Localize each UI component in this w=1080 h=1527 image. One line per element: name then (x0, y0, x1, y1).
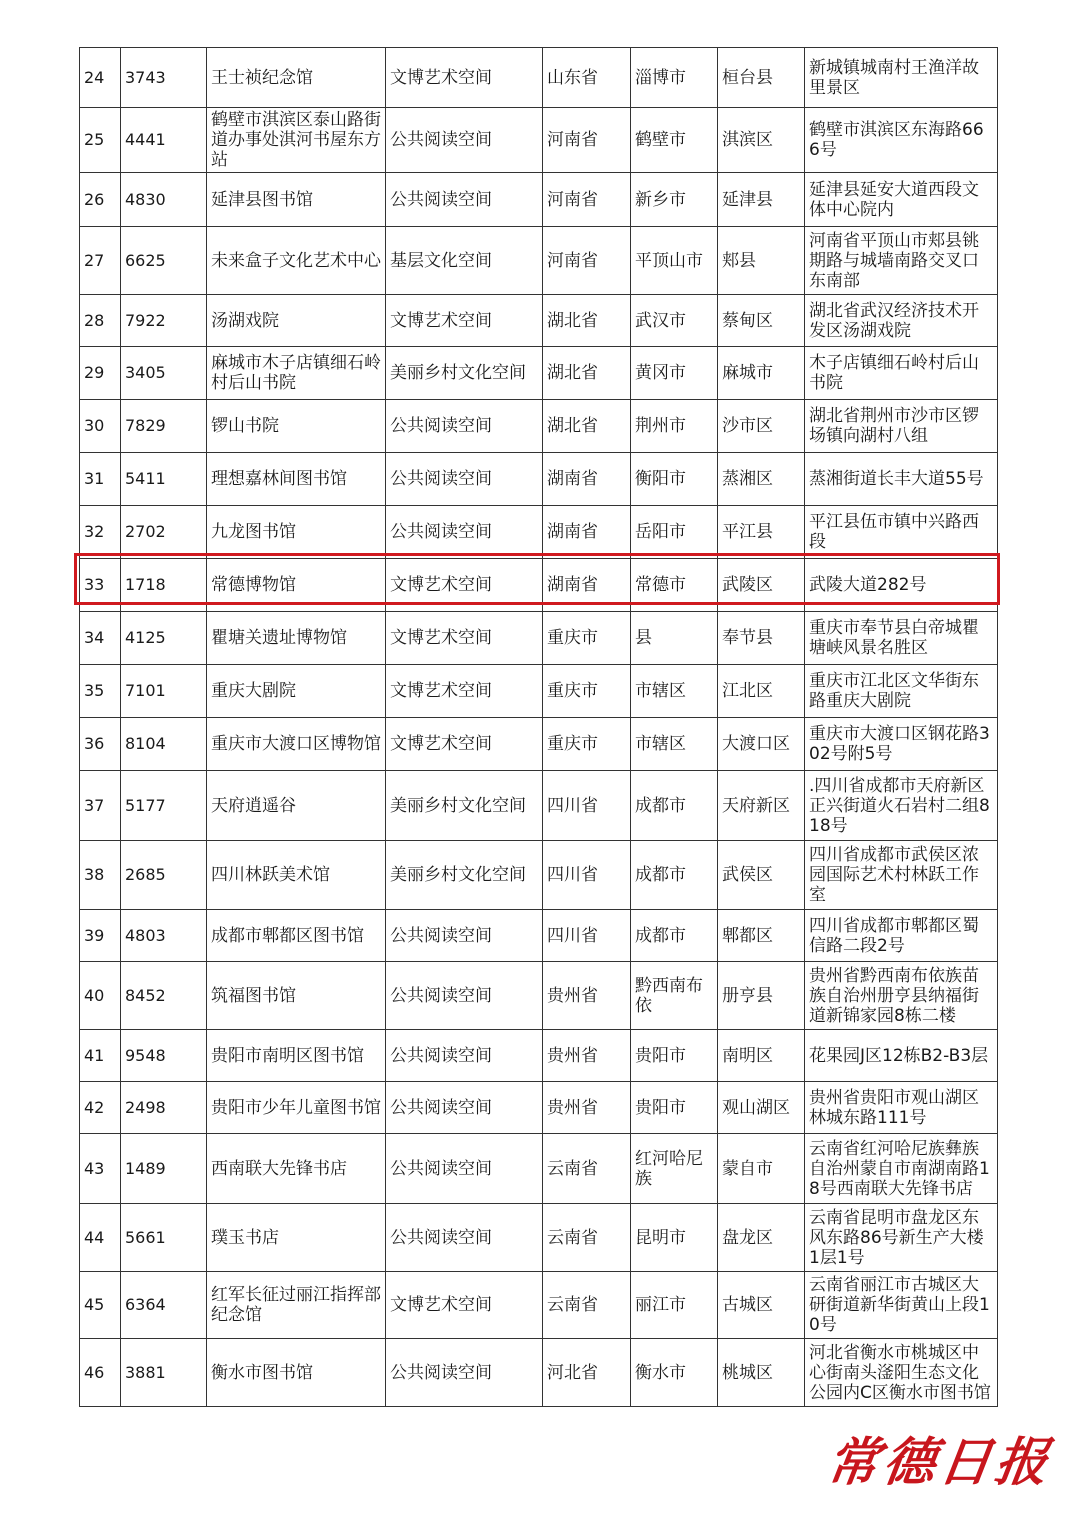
cell-no: 32 (80, 506, 121, 559)
cell-name: 麻城市木子店镇细石岭村后山书院 (207, 347, 386, 400)
cell-name: 成都市郫都区图书馆 (207, 910, 386, 962)
cell-province: 四川省 (543, 841, 631, 910)
cell-province: 贵州省 (543, 962, 631, 1030)
table-row (80, 771, 998, 841)
cell-county: 延津县 (718, 173, 805, 227)
cell-address: 云南省丽江市古城区大研街道新华街黄山上段10号 (805, 1272, 998, 1339)
cell-city: 鹤壁市 (631, 108, 718, 173)
cell-code: 4830 (121, 173, 207, 227)
cell-province: 河南省 (543, 173, 631, 227)
cell-no: 31 (80, 453, 121, 506)
cell-address: 湖北省武汉经济技术开发区汤湖戏院 (805, 295, 998, 347)
cell-no: 34 (80, 612, 121, 665)
cell-type: 基层文化空间 (386, 227, 543, 295)
cell-city: 市辖区 (631, 665, 718, 718)
cell-no: 41 (80, 1030, 121, 1082)
cell-city: 衡水市 (631, 1339, 718, 1407)
cell-address: 新城镇城南村王渔洋故里景区 (805, 48, 998, 108)
cell-no: 29 (80, 347, 121, 400)
cell-city: 常德市 (631, 559, 718, 612)
cell-type: 文博艺术空间 (386, 665, 543, 718)
cell-name: 九龙图书馆 (207, 506, 386, 559)
cell-code: 1489 (121, 1134, 207, 1204)
cell-province: 湖南省 (543, 559, 631, 612)
cell-type: 公共阅读空间 (386, 400, 543, 453)
cell-address: 花果园J区12栋B2-B3层 (805, 1030, 998, 1082)
cell-address: 平江县伍市镇中兴路西段 (805, 506, 998, 559)
cell-city: 红河哈尼族 (631, 1134, 718, 1204)
cell-type: 美丽乡村文化空间 (386, 347, 543, 400)
cell-no: 37 (80, 771, 121, 841)
cell-county: 蒸湘区 (718, 453, 805, 506)
cell-no: 45 (80, 1272, 121, 1339)
cell-code: 9548 (121, 1030, 207, 1082)
cell-no: 35 (80, 665, 121, 718)
cell-province: 贵州省 (543, 1082, 631, 1134)
cell-county: 观山湖区 (718, 1082, 805, 1134)
cell-address: .四川省成都市天府新区正兴街道火石岩村二组818号 (805, 771, 998, 841)
cell-type: 公共阅读空间 (386, 1204, 543, 1272)
cell-address: 贵州省贵阳市观山湖区林城东路111号 (805, 1082, 998, 1134)
cell-code: 4441 (121, 108, 207, 173)
cell-type: 文博艺术空间 (386, 1272, 543, 1339)
cell-code: 5411 (121, 453, 207, 506)
table-row (80, 841, 998, 910)
cell-province: 湖北省 (543, 347, 631, 400)
cell-no: 39 (80, 910, 121, 962)
cell-no: 38 (80, 841, 121, 910)
cell-province: 云南省 (543, 1134, 631, 1204)
cell-name: 未来盒子文化艺术中心 (207, 227, 386, 295)
cell-province: 湖南省 (543, 506, 631, 559)
cell-code: 2685 (121, 841, 207, 910)
cell-name: 红军长征过丽江指挥部纪念馆 (207, 1272, 386, 1339)
cell-address: 蒸湘街道长丰大道55号 (805, 453, 998, 506)
table-row (80, 347, 998, 400)
table-row (80, 400, 998, 453)
cell-city: 武汉市 (631, 295, 718, 347)
cell-county: 盘龙区 (718, 1204, 805, 1272)
cell-address: 河北省衡水市桃城区中心街南头滏阳生态文化公园内C区衡水市图书馆 (805, 1339, 998, 1407)
cell-city: 贵阳市 (631, 1030, 718, 1082)
cell-city: 成都市 (631, 771, 718, 841)
cell-type: 美丽乡村文化空间 (386, 771, 543, 841)
cell-no: 43 (80, 1134, 121, 1204)
cell-province: 四川省 (543, 771, 631, 841)
cell-type: 公共阅读空间 (386, 1339, 543, 1407)
cell-name: 鹤壁市淇滨区泰山路街道办事处淇河书屋东方站 (207, 108, 386, 173)
table-row (80, 1082, 998, 1134)
table-row (80, 227, 998, 295)
table-row (80, 910, 998, 962)
cell-city: 淄博市 (631, 48, 718, 108)
table-row (80, 173, 998, 227)
cell-code: 7922 (121, 295, 207, 347)
cell-no: 36 (80, 718, 121, 771)
cell-name: 瞿塘关遗址博物馆 (207, 612, 386, 665)
cell-type: 公共阅读空间 (386, 173, 543, 227)
cell-county: 册亨县 (718, 962, 805, 1030)
cell-province: 湖北省 (543, 295, 631, 347)
cell-province: 山东省 (543, 48, 631, 108)
cell-city: 县 (631, 612, 718, 665)
cell-code: 4803 (121, 910, 207, 962)
cell-type: 美丽乡村文化空间 (386, 841, 543, 910)
cell-code: 3743 (121, 48, 207, 108)
cell-county: 武侯区 (718, 841, 805, 910)
table-row (80, 1339, 998, 1407)
newspaper-masthead: 常德日报 (822, 1432, 1056, 1493)
cell-name: 王士祯纪念馆 (207, 48, 386, 108)
table-row (80, 506, 998, 559)
table-body (80, 48, 998, 1407)
cell-type: 文博艺术空间 (386, 295, 543, 347)
cell-province: 重庆市 (543, 665, 631, 718)
cell-province: 河南省 (543, 108, 631, 173)
cell-name: 重庆大剧院 (207, 665, 386, 718)
cell-no: 40 (80, 962, 121, 1030)
cell-address: 云南省红河哈尼族彝族自治州蒙自市南湖南路18号西南联大先锋书店 (805, 1134, 998, 1204)
cell-code: 4125 (121, 612, 207, 665)
cell-province: 河北省 (543, 1339, 631, 1407)
cell-city: 新乡市 (631, 173, 718, 227)
cell-code: 5661 (121, 1204, 207, 1272)
cell-province: 云南省 (543, 1204, 631, 1272)
cell-county: 桃城区 (718, 1339, 805, 1407)
cell-type: 公共阅读空间 (386, 1030, 543, 1082)
cell-city: 黔西南布依 (631, 962, 718, 1030)
cell-type: 文博艺术空间 (386, 718, 543, 771)
table-row (80, 1204, 998, 1272)
cell-county: 奉节县 (718, 612, 805, 665)
venue-table (79, 47, 998, 1407)
cell-city: 岳阳市 (631, 506, 718, 559)
cell-type: 公共阅读空间 (386, 962, 543, 1030)
cell-name: 重庆市大渡口区博物馆 (207, 718, 386, 771)
cell-name: 衡水市图书馆 (207, 1339, 386, 1407)
table-row (80, 453, 998, 506)
cell-province: 重庆市 (543, 718, 631, 771)
cell-province: 重庆市 (543, 612, 631, 665)
cell-name: 贵阳市少年儿童图书馆 (207, 1082, 386, 1134)
cell-code: 3881 (121, 1339, 207, 1407)
cell-county: 淇滨区 (718, 108, 805, 173)
table-row (80, 559, 998, 612)
cell-city: 黄冈市 (631, 347, 718, 400)
cell-address: 木子店镇细石岭村后山书院 (805, 347, 998, 400)
cell-code: 6364 (121, 1272, 207, 1339)
cell-county: 南明区 (718, 1030, 805, 1082)
cell-no: 28 (80, 295, 121, 347)
cell-province: 贵州省 (543, 1030, 631, 1082)
cell-name: 常德博物馆 (207, 559, 386, 612)
cell-county: 郏县 (718, 227, 805, 295)
cell-no: 25 (80, 108, 121, 173)
cell-type: 文博艺术空间 (386, 48, 543, 108)
cell-address: 武陵大道282号 (805, 559, 998, 612)
cell-province: 河南省 (543, 227, 631, 295)
cell-no: 33 (80, 559, 121, 612)
cell-name: 延津县图书馆 (207, 173, 386, 227)
cell-city: 荆州市 (631, 400, 718, 453)
cell-city: 市辖区 (631, 718, 718, 771)
cell-address: 四川省成都市郫都区蜀信路二段2号 (805, 910, 998, 962)
table-row (80, 665, 998, 718)
cell-address: 河南省平顶山市郏县铫期路与城墙南路交叉口东南部 (805, 227, 998, 295)
cell-address: 重庆市江北区文华街东路重庆大剧院 (805, 665, 998, 718)
cell-county: 蒙自市 (718, 1134, 805, 1204)
cell-city: 衡阳市 (631, 453, 718, 506)
cell-county: 郫都区 (718, 910, 805, 962)
cell-county: 大渡口区 (718, 718, 805, 771)
cell-county: 古城区 (718, 1272, 805, 1339)
cell-province: 湖南省 (543, 453, 631, 506)
cell-county: 天府新区 (718, 771, 805, 841)
cell-name: 璞玉书店 (207, 1204, 386, 1272)
cell-code: 6625 (121, 227, 207, 295)
cell-type: 公共阅读空间 (386, 910, 543, 962)
cell-province: 云南省 (543, 1272, 631, 1339)
cell-province: 四川省 (543, 910, 631, 962)
cell-no: 24 (80, 48, 121, 108)
cell-county: 武陵区 (718, 559, 805, 612)
cell-type: 文博艺术空间 (386, 612, 543, 665)
cell-address: 重庆市奉节县白帝城瞿塘峡风景名胜区 (805, 612, 998, 665)
cell-address: 重庆市大渡口区钢花路302号附5号 (805, 718, 998, 771)
cell-county: 麻城市 (718, 347, 805, 400)
table-row (80, 612, 998, 665)
cell-address: 四川省成都市武侯区浓园国际艺术村林跃工作室 (805, 841, 998, 910)
cell-code: 7829 (121, 400, 207, 453)
cell-city: 成都市 (631, 841, 718, 910)
cell-city: 成都市 (631, 910, 718, 962)
cell-name: 锣山书院 (207, 400, 386, 453)
cell-county: 沙市区 (718, 400, 805, 453)
cell-name: 天府逍遥谷 (207, 771, 386, 841)
cell-city: 平顶山市 (631, 227, 718, 295)
table-row (80, 962, 998, 1030)
cell-name: 汤湖戏院 (207, 295, 386, 347)
cell-county: 桓台县 (718, 48, 805, 108)
cell-type: 公共阅读空间 (386, 453, 543, 506)
cell-address: 云南省昆明市盘龙区东风东路86号新生产大楼1层1号 (805, 1204, 998, 1272)
cell-no: 46 (80, 1339, 121, 1407)
cell-province: 湖北省 (543, 400, 631, 453)
cell-code: 1718 (121, 559, 207, 612)
cell-code: 8104 (121, 718, 207, 771)
cell-no: 42 (80, 1082, 121, 1134)
cell-address: 贵州省黔西南布依族苗族自治州册亨县纳福街道新锦家园8栋二楼 (805, 962, 998, 1030)
cell-code: 3405 (121, 347, 207, 400)
cell-type: 公共阅读空间 (386, 108, 543, 173)
cell-no: 26 (80, 173, 121, 227)
cell-code: 2702 (121, 506, 207, 559)
cell-city: 昆明市 (631, 1204, 718, 1272)
table-row (80, 48, 998, 108)
cell-city: 贵阳市 (631, 1082, 718, 1134)
cell-name: 四川林跃美术馆 (207, 841, 386, 910)
cell-no: 30 (80, 400, 121, 453)
cell-type: 公共阅读空间 (386, 506, 543, 559)
cell-code: 7101 (121, 665, 207, 718)
cell-address: 鹤壁市淇滨区东海路666号 (805, 108, 998, 173)
cell-name: 西南联大先锋书店 (207, 1134, 386, 1204)
cell-type: 公共阅读空间 (386, 1082, 543, 1134)
table-row (80, 1134, 998, 1204)
cell-city: 丽江市 (631, 1272, 718, 1339)
cell-type: 文博艺术空间 (386, 559, 543, 612)
cell-county: 平江县 (718, 506, 805, 559)
table-row (80, 718, 998, 771)
cell-code: 5177 (121, 771, 207, 841)
cell-name: 筑福图书馆 (207, 962, 386, 1030)
cell-type: 公共阅读空间 (386, 1134, 543, 1204)
cell-code: 8452 (121, 962, 207, 1030)
table-row (80, 1030, 998, 1082)
table-row (80, 1272, 998, 1339)
cell-address: 延津县延安大道西段文体中心院内 (805, 173, 998, 227)
cell-name: 理想嘉林间图书馆 (207, 453, 386, 506)
cell-code: 2498 (121, 1082, 207, 1134)
cell-no: 27 (80, 227, 121, 295)
cell-county: 蔡甸区 (718, 295, 805, 347)
table-row (80, 108, 998, 173)
cell-county: 江北区 (718, 665, 805, 718)
cell-name: 贵阳市南明区图书馆 (207, 1030, 386, 1082)
table-row (80, 295, 998, 347)
cell-no: 44 (80, 1204, 121, 1272)
cell-address: 湖北省荆州市沙市区锣场镇向湖村八组 (805, 400, 998, 453)
